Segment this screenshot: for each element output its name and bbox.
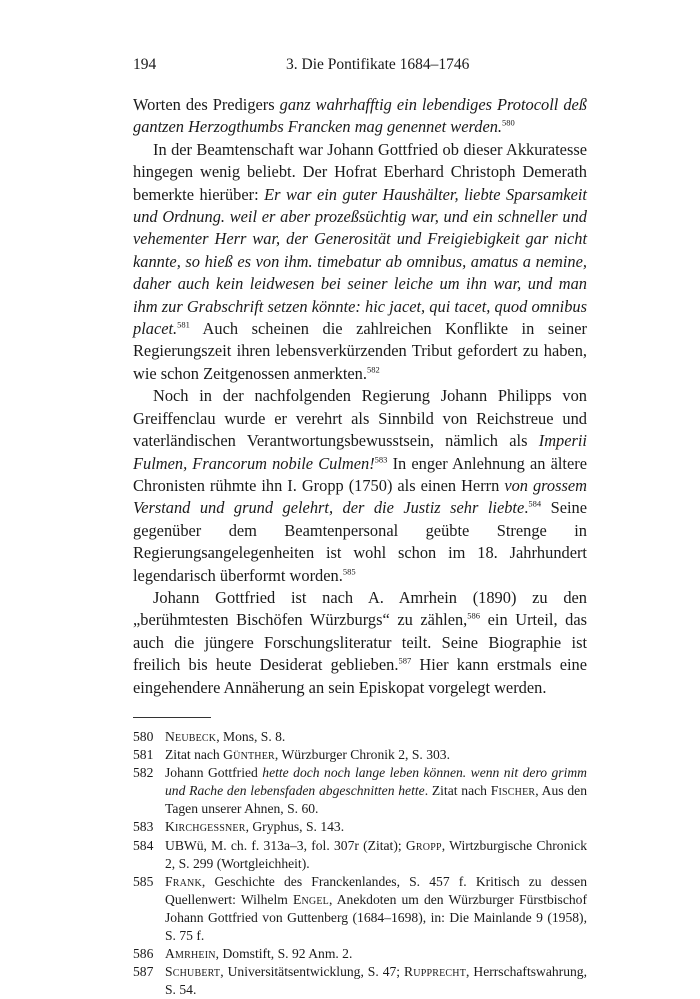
page-header [133, 56, 587, 82]
footnote-text [165, 728, 587, 746]
text-span: , Wirtzburgische Chronick 2, S. 299 (Wortgleichheit). [165, 837, 587, 871]
footnote-number: 582 [133, 765, 154, 781]
quote-italic: hette doch noch lange leben können. wenn nit dero grimm und Rache den lebensfaden abgeschnitten hette [165, 765, 587, 799]
text-span: , Geschichte des Franckenlandes, S. 457 f. Kritisch zu dessen Quellenwert: Wilhelm [165, 873, 587, 907]
quote-italic: Er war ein guter Haushälter, liebte Sparsamkeit und Ordnung. weil er aber prozeßsüchtig war, und ein schneller und vehementer Herr war, der Generosität und Freigiebigkeit gar nicht kannte, so hieß es von ihm. timebatur ab omnibus, amatus a nemine, daher auch kein leidwesen bei seiner leiche um ihn war, und man ihm zur Grabschrift setzen könnte: hic jacet, qui tacet, quod omnibus placet. [133, 184, 587, 339]
footnote-580 [133, 728, 587, 746]
footnote-number: 581 [133, 747, 154, 763]
text-span: , Mons, S. 8. [216, 728, 286, 744]
text-span: . Zitat nach [424, 783, 491, 799]
author-name: Neubeck [165, 728, 217, 744]
author-name: Gropp [405, 837, 442, 853]
footnote-ref[interactable]: 581 [177, 319, 190, 330]
footnote-ref[interactable]: 587 [398, 655, 412, 666]
footnote-581 [133, 746, 587, 764]
paragraph-3 [133, 385, 587, 587]
footnote-divider [133, 717, 211, 718]
text-span: , Gryphus, S. 143. [245, 819, 345, 835]
paragraph-1 [133, 94, 587, 139]
running-title: 3. Die Pontifikate 1684–1746 [286, 56, 470, 73]
author-name: Frank [165, 873, 202, 889]
text-span: In der Beamtenschaft war Johann Gottfried ob dieser Akkuratesse hingegen wenig beliebt. Der Hofrat Eberhard Christoph Demerath bemerkte hierüber: [133, 139, 587, 204]
text-span: , Domstift, S. 92 Anm. 2. [215, 946, 353, 962]
footnote-582 [133, 764, 587, 818]
author-name: Kirchgessner [165, 819, 246, 835]
footnote-587 [133, 963, 587, 999]
footnote-ref[interactable]: 586 [467, 610, 481, 621]
main-text [133, 94, 587, 699]
footnote-585 [133, 873, 587, 945]
page-number: 194 [133, 56, 157, 73]
footnote-text [165, 818, 587, 836]
footnote-number: 586 [133, 946, 154, 962]
footnote-number: 583 [133, 819, 154, 835]
text-span: Hier kann erstmals eine eingehendere Annäherung an sein Episkopat vorgelegt werden. [133, 655, 587, 697]
author-name: Amrhein [165, 946, 216, 962]
text-span: Auch scheinen die zahlreichen Konflikte in seiner Regierungszeit ihren lebensverkürzenden Tribut gefordert zu haben, wie schon Zeitgenossen anmerkten. [133, 319, 587, 383]
footnote-ref[interactable]: 582 [366, 364, 380, 375]
author-name: Fischer [490, 783, 536, 799]
text-span: , Würzburger Chronik 2, S. 303. [274, 747, 450, 763]
footnote-text [165, 945, 587, 963]
text-span: . [524, 498, 529, 518]
paragraph-4 [133, 587, 587, 699]
footnote-583 [133, 818, 587, 836]
book-page [133, 56, 587, 999]
text-span: , Universitätsentwicklung, S. 47; [220, 964, 405, 980]
footnote-584 [133, 837, 587, 873]
footnote-text [165, 963, 587, 999]
author-name: Rupprecht [404, 964, 467, 980]
text-span: Seine gegenüber dem Beamtenpersonal geübte Strenge in Regierungsangelegenheiten ist wohl schon im 18. Jahrhundert legendarisch überformt worden. [133, 498, 587, 585]
text-span: In enger Anlehnung an ältere Chronisten rühmte ihn I. Gropp (1750) als einen Herrn [133, 453, 587, 495]
text-span: , Herrschaftswahrung, S. 54. [165, 964, 587, 998]
text-span: Johann Gottfried [165, 765, 263, 781]
text-span: , Aus den Tagen unserer Ahnen, S. 60. [165, 783, 587, 817]
footnote-text [165, 746, 587, 764]
footnote-ref[interactable]: 583 [374, 454, 388, 465]
text-span: ein Urteil, das auch die jüngere Forschungsliteratur teilt. Seine Biographie ist freilich bis heute Desiderat geblieben. [133, 610, 588, 675]
author-name: Günther [223, 747, 275, 763]
text-span: UBWü, M. ch. f. 313a–3, fol. 307r (Zitat); [165, 837, 406, 853]
author-name: Engel [292, 891, 329, 907]
footnote-text [165, 764, 587, 818]
footnotes [133, 728, 587, 999]
text-span: Worten des Predigers [133, 95, 280, 114]
text-span: , Anekdoten um den Würzburger Fürstbischof Johann Gottfried von Guttenberg (1684–1698), in: Die Mainlande 9 (1958), S. 75 f. [165, 891, 587, 943]
footnote-text [165, 873, 587, 945]
quote-italic: ganz wahrhafftig ein lebendiges Protocoll deß gantzen Herzogthumbs Francken mag genennet werden. [133, 95, 588, 137]
quote-italic: Imperii Fulmen, Francorum nobile Culmen! [133, 431, 587, 473]
footnote-ref[interactable]: 585 [342, 566, 356, 577]
quote-italic: von grossem Verstand und grund gelehrt, der die Justiz sehr liebte [133, 475, 588, 518]
text-span: Zitat nach [165, 747, 224, 763]
footnote-text [165, 837, 587, 873]
footnote-number: 585 [133, 873, 154, 889]
text-span: Johann Gottfried ist nach A. Amrhein (1890) zu den „berühmtesten Bischöfen Würzburgs“ zu zählen, [133, 587, 587, 630]
footnote-586 [133, 945, 587, 963]
footnote-ref[interactable]: 584 [528, 498, 542, 509]
paragraph-2 [133, 139, 587, 385]
author-name: Schubert [165, 964, 221, 980]
footnote-number: 587 [133, 964, 154, 980]
footnote-number: 584 [133, 837, 154, 853]
footnote-ref[interactable]: 580 [502, 118, 515, 129]
text-span: Noch in der nachfolgenden Regierung Johann Philipps von Greiffenclau wurde er verehrt als Sinnbild von Reichstreue und vaterländischen Verantwortungsbewusstsein, nämlich als [133, 386, 587, 451]
footnote-number: 580 [133, 728, 154, 744]
